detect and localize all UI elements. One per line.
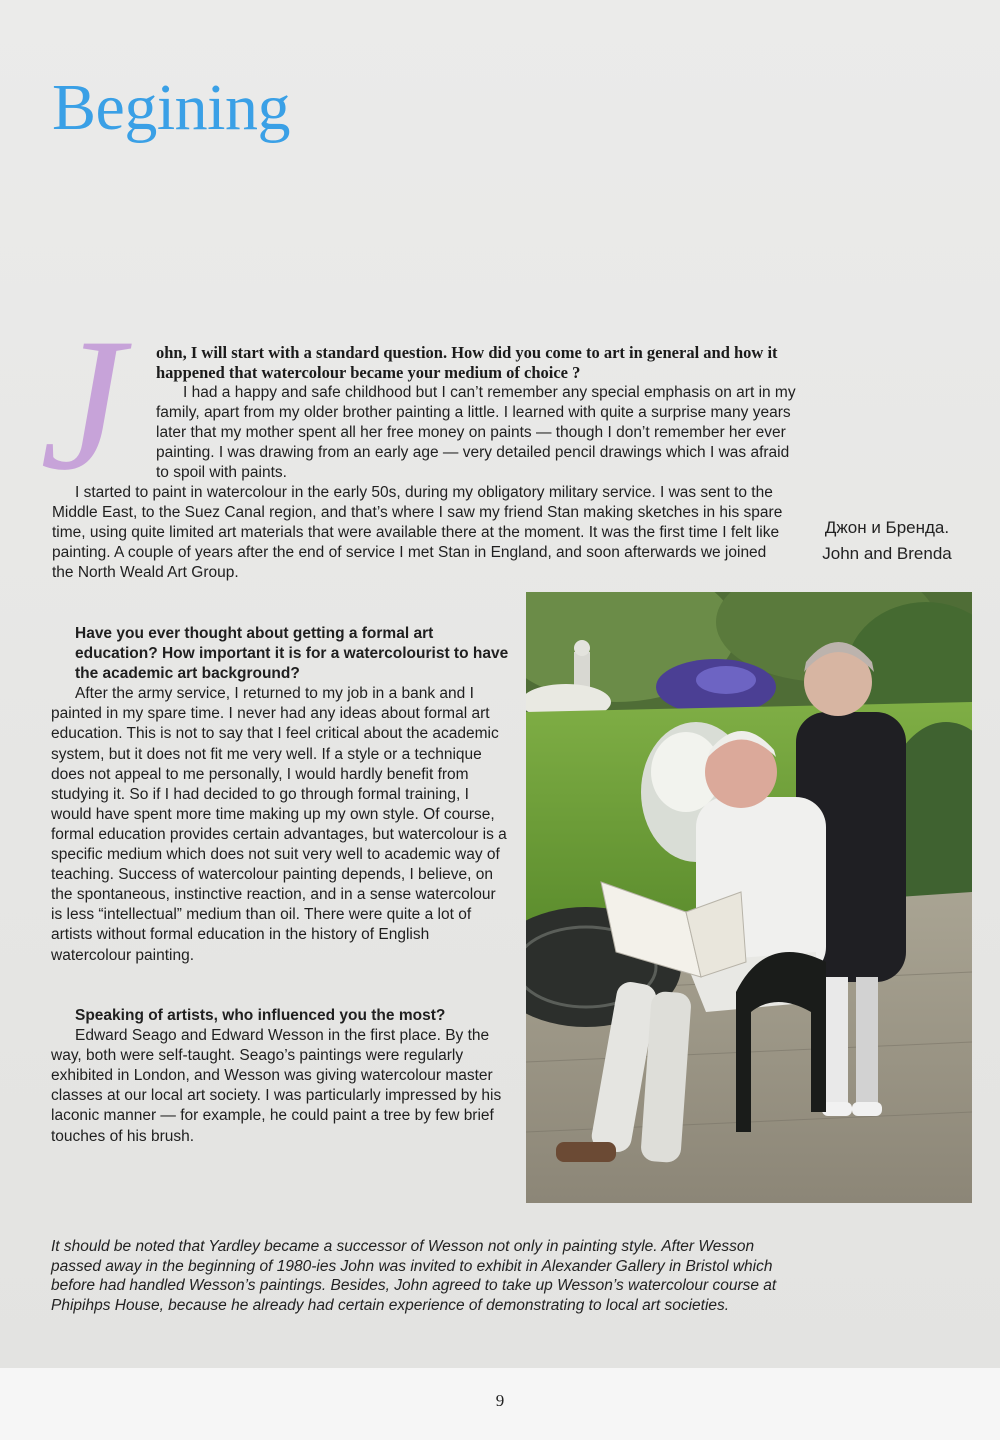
intro-answer-2: I started to paint in watercolour in the early 50s, during my obligatory military service. I was sent to the Middle East, to the Suez Canal region, and that’s where I saw my friend Stan making sketches in his spare time, using quite limited art materials that were available there at the moment. It was the first time I felt like painting. A couple of years after the end of service I met Stan in England, and soon afterwards we joined the North Weald Art Group. xyxy=(52,484,783,582)
caption-english: John and Brenda xyxy=(822,544,952,563)
intro-question: ohn, I will start with a standard question. How did you come to art in general and how it happened that watercolour became your medium of choice ? xyxy=(156,343,778,382)
drop-cap: J xyxy=(40,300,125,510)
photo-caption xyxy=(808,515,966,567)
education-question: Have you ever thought about getting a formal art education? How important it is for a watercolourist to have the academic art background? xyxy=(75,625,509,683)
caption-russian: Джон и Бренда. xyxy=(824,518,950,537)
editor-note: It should be noted that Yardley became a successor of Wesson not only in painting style. After Wesson passed away in the beginning of 1980-ies John was invited to exhibit in Alexander Gallery in Bristol which before had handled Wesson’s paintings. Besides, John agreed to take up Wesson’s watercolour course at Phipihps House, because he already had certain experience of demonstrating to local art societies. xyxy=(51,1238,777,1314)
intro-answer-1: I had a happy and safe childhood but I can’t remember any special emphasis on art in my family, apart from my older brother painting a little. I learned with quite a surprise many years later that my mother spent all her free money on paints — though I don’t remember her ever painting. I was drawing from an early age — very detailed pencil drawings which I was afraid to spoil with paints. xyxy=(156,384,796,482)
garden-photo xyxy=(526,592,972,1203)
influences-question: Speaking of artists, who influenced you the most? xyxy=(75,1007,446,1024)
education-answer: After the army service, I returned to my job in a bank and I painted in my spare time. I never had any ideas about formal art education. This is not to say that I feel critical about the academic system, but it does not fit me very well. If a style or a technique does not appeal to me personally, I would hardly benefit from studying it. So if I had decided to go through formal training, I would have spent more time making up my own style. Of course, formal education provides certain advantages, but watercolour is a specific medium which does not suit very well to academic way of teaching. Success of watercolour painting depends, I believe, on the spontaneous, instinctive reaction, and in a sense watercolour is less “intellectual” medium than oil. There were quite a lot of artists without formal education in the history of English watercolour painting. xyxy=(51,685,507,964)
garden-photo-illustration xyxy=(526,592,972,1203)
page-number: 9 xyxy=(495,1391,505,1410)
influences-section xyxy=(51,1006,511,1147)
influences-answer: Edward Seago and Edward Wesson in the first place. By the way, both were self-taught. Seago’s paintings were regularly exhibited in London, and Wesson was giving watercolour master classes at our local art society. I was particularly impressed by his laconic manner — for example, he could paint a tree by few brief touches of his brush. xyxy=(51,1027,502,1145)
page-title: Begining xyxy=(52,71,290,144)
education-section xyxy=(51,624,511,966)
